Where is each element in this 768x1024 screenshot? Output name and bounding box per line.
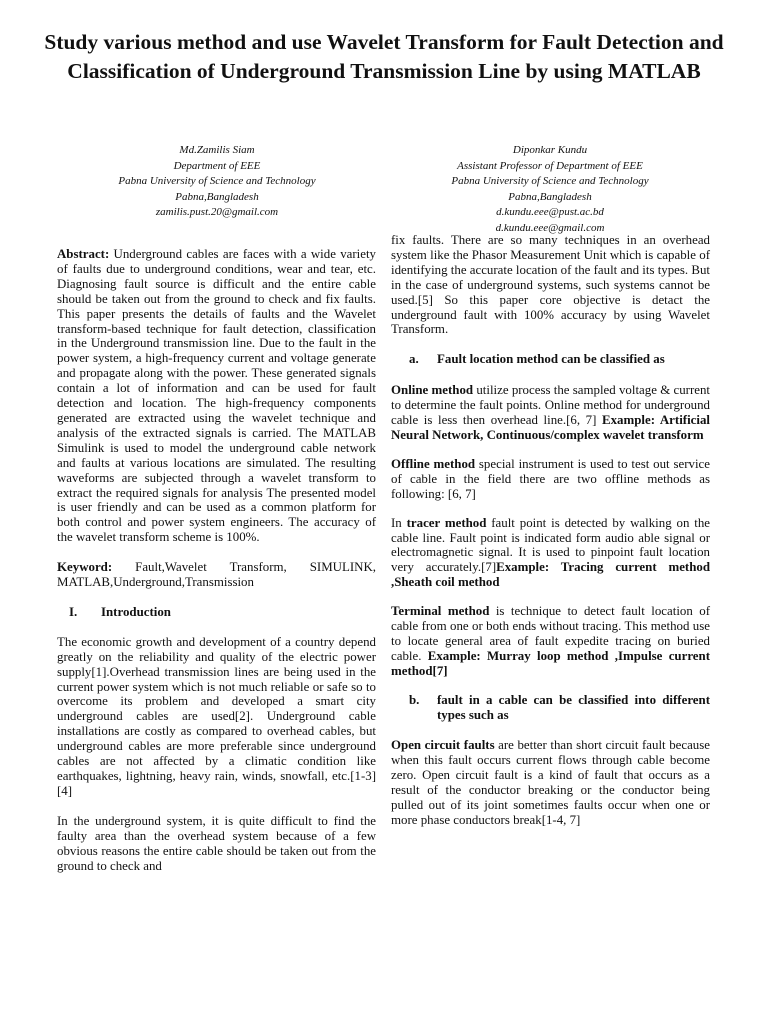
author-name: Diponkar Kundu [512,144,588,156]
author-role: Assistant Professor of Department of EEE [457,159,643,172]
author-affiliation: Pabna University of Science and Technology [118,175,316,187]
keyword-label: Keyword: [57,560,113,575]
offline-method-label: Offline method [391,456,476,471]
subsection-title: fault in a cable can be classified into different types such as [437,692,710,722]
tracer-method-prefix: In [391,515,407,530]
subsection-number: a. [409,352,419,367]
abstract-label: Abstract: [57,247,110,261]
intro-paragraph-1: The economic growth and development of a country depend greatly on the reliability and quality of the electric power supply[1].Overhead transmission lines are being used in the current power system which is not much reliable or safe so to overcome its problem and developed a smart city underground cables are used[2]. Underground cable installations are costly as compared to overhead cables, but underground cables are more preferable since underground cables are not affected by a climatic condition like earthquakes, lightning, heavy rain, winds, snowfall, etc.[1-3] [4] [57,634,376,798]
author-email[interactable]: d.kundu.eee@gmail.com [495,221,605,234]
right-column [391,233,710,842]
tracer-method-label: tracer method [406,515,487,530]
online-method-text: utilize process the sampled voltage & current to determine the fault points. Online method for underground cable is less then overhead line.[6, 7] [391,383,710,428]
author-block-2 [400,143,700,236]
author-location: Pabna,Bangladesh [508,190,592,203]
paper-title: Study various method and use Wavelet Transform for Fault Detection and Classification of Underground Transmission Line by using MATLAB [44,30,724,83]
open-circuit-label: Open circuit faults [391,738,495,753]
section-heading-introduction [57,605,376,620]
tracer-method-example: Example: Tracing current method ,Sheath coil method [391,560,710,590]
open-circuit-text: are better than short circuit fault because when this fault occurs current flows through cable become zero. Open circuit fault is a kind of fault that occurs as a result of the conductor breaking or the conductor being pulled out of its joint sometimes faults occur when one or more phase conductors break[1-4, 7] [391,738,710,827]
terminal-method-label: Terminal method [391,604,490,619]
subsection-heading-b [391,693,710,723]
subsection-number: b. [409,692,420,707]
online-method-label: Online method [391,383,474,398]
terminal-method-example: Example: Murray loop method ,Impulse current method[7] [391,648,710,678]
continued-paragraph: fix faults. There are so many techniques in an overhead system like the Phasor Measurement Unit which is capable of identifying the accurate location of the fault and its types. But in the case of underground systems, such systems cannot be used.[5] So this paper core objective is detact the underground fault with 100% accuracy by using Wavelet Transform. [391,233,710,337]
online-method-example: Example: Artificial Neural Network, Continuous/complex wavelet transform [391,413,710,442]
offline-method-paragraph [391,457,710,502]
online-method-paragraph [391,383,710,443]
keywords [57,560,376,590]
author-affiliation: Pabna University of Science and Technology [451,175,649,187]
keyword-text: Fault,Wavelet Transform, SIMULINK, MATLAB,Underground,Transmission [57,560,376,590]
author-block-1 [67,143,367,221]
author-name: Md.Zamilis Siam [179,144,255,156]
author-email[interactable]: d.kundu.eee@pust.ac.bd [496,206,604,218]
open-circuit-paragraph [391,738,710,827]
author-email[interactable]: zamilis.pust.20@gmail.com [155,206,279,218]
terminal-method-paragraph [391,604,710,679]
terminal-method-text: is technique to detect fault location of cable from one or both ends without tracing. This method use to locate general area of fault expedite tracing on buried cable. [391,604,710,663]
tracer-method-paragraph [391,516,710,591]
tracer-method-text: fault point is detected by walking on the cable line. Fault point is indicated form audio able signal or electromagnetic signal. It is used to pinpoint fault location very accurately.[7] [391,515,711,575]
abstract-text: Underground cables are faces with a wide variety of faults due to underground conditions, wear and tear, etc. Diagnosing fault source is difficult and the entire cable should be taken out from the ground to check and fix faults. This paper presents the details of faults and the Wavelet transform-based technique for fault detection, classification in the Underground transmission line. Due to the fault in the power system, a high-frequency current and voltage generate and propagate along with the power. These generated signals contain a lot of information and can be used for fault detection and location. The high-frequency components generated are extracted using the wavelet technique and analysis of the extracted signals is carried. The MATLAB Simulink is used to model the underground cable network and faults at various locations are simulated. The resulting waveforms are subjected through a wavelet transform to extract the required signals for analysis The presented model is user friendly and can be used as a common platform for both control and power system engineers. The accuracy of the wavelet transform scheme is 100%. [57,247,376,545]
abstract [57,247,376,545]
subsection-title: Fault location method can be classified as [437,352,665,367]
section-title: Introduction [101,604,171,619]
author-location: Pabna,Bangladesh [175,190,259,203]
subsection-heading-a [391,352,710,367]
author-role: Department of EEE [173,159,261,172]
section-number: I. [69,604,78,619]
left-column [57,247,376,888]
offline-method-text: special instrument is used to test out service of cable in the field there are two offline methods as following: [6, 7] [391,456,710,501]
intro-paragraph-2: In the underground system, it is quite difficult to find the faulty area than the overhead system because of a few obvious reasons the entire cable should be taken out from the ground to check and [57,813,376,873]
